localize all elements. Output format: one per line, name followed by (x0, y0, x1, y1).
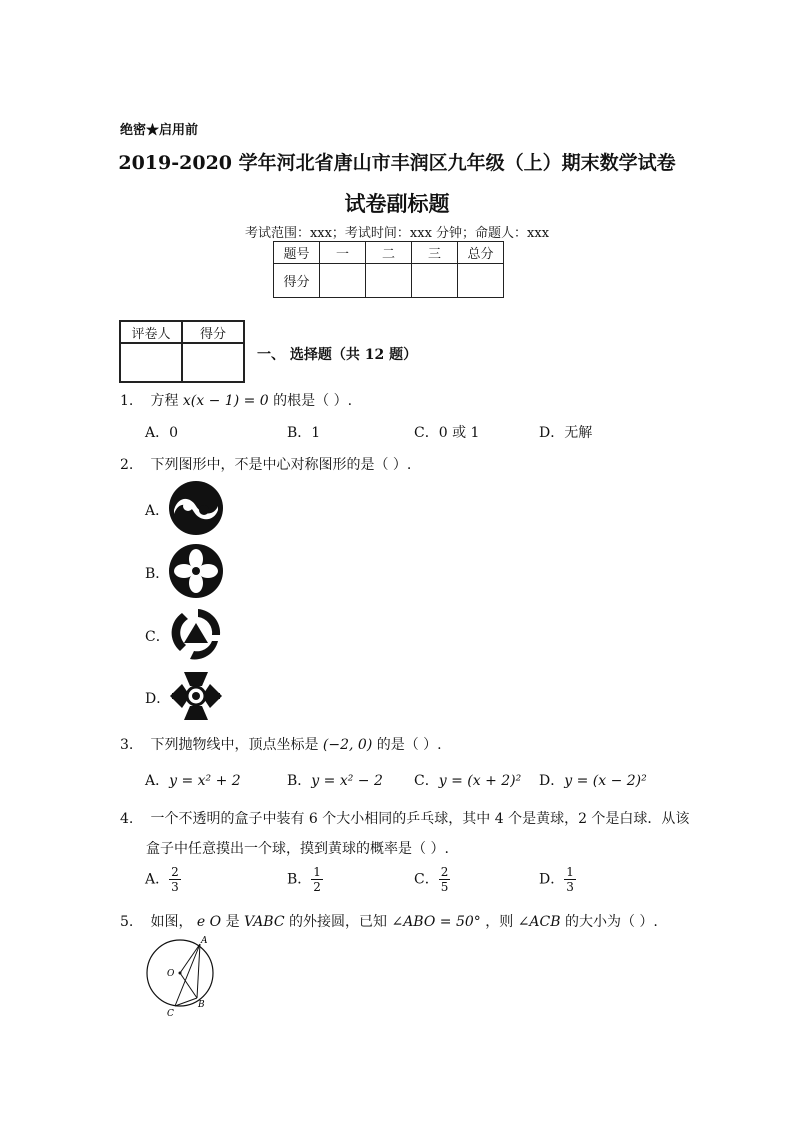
fraction (311, 865, 323, 894)
question-2 (120, 454, 411, 474)
numerator: 2 (171, 865, 179, 879)
section-title: 一、 选择题（共 12 题） (257, 347, 418, 363)
score-cell (412, 264, 458, 298)
formula: y = (x + 2)² (438, 773, 522, 789)
question-text: 下列图形中，不是中心对称图形的是（ ）. (150, 457, 412, 473)
denominator: 3 (171, 880, 179, 894)
question-text: 的是（ ）. (376, 737, 442, 753)
question-text: 方程 (150, 393, 179, 409)
question-text: 下列抛物线中，顶点坐标是 (150, 737, 319, 753)
question-1 (120, 390, 352, 410)
question-4-line2: 盒子中任意摸出一个球，摸到黄球的概率是（ ）. (146, 841, 449, 857)
exam-subtitle: 试卷副标题 (344, 191, 450, 216)
numerator: 1 (313, 865, 321, 879)
option-letter: B． (287, 773, 312, 789)
option-d (539, 770, 647, 790)
circumcircle-figure (140, 932, 220, 1018)
option-a (145, 865, 181, 894)
option-b (287, 865, 323, 894)
question-text: 如图， (150, 914, 193, 930)
formula: y = (x − 2)² (564, 773, 647, 789)
grader-cell (120, 343, 182, 382)
question-number: 5. (120, 914, 134, 930)
four-petal-emblem-icon (168, 543, 224, 599)
question-5 (120, 911, 658, 931)
question-text: 的大小为（ ）. (564, 914, 658, 930)
option-d-letter: D． (145, 691, 171, 707)
denominator: 5 (440, 880, 449, 894)
question-text: 的外接圆，已知 (289, 914, 388, 930)
formula: (−2, 0) (322, 737, 373, 753)
score-row-label: 得分 (274, 264, 320, 298)
score-cell (366, 264, 412, 298)
confidential-label: 绝密★启用前 (120, 123, 199, 138)
score-header-cell: 总分 (458, 242, 504, 264)
option-a: A．0 (145, 425, 179, 441)
question-number: 4. (120, 811, 134, 827)
question-number: 2. (120, 457, 134, 473)
question-number: 3. (120, 737, 134, 753)
option-b: B．1 (287, 425, 321, 441)
point-label-b: B (198, 1000, 205, 1010)
fraction (564, 865, 576, 894)
denominator: 3 (566, 880, 574, 894)
option-letter: A． (145, 871, 170, 888)
formula: ∠ACB (517, 914, 561, 930)
fraction (169, 865, 181, 894)
grader-header-cell: 得分 (182, 321, 244, 343)
score-header-cell: 二 (366, 242, 412, 264)
formula: y = x² − 2 (311, 773, 383, 789)
score-header-cell: 三 (412, 242, 458, 264)
option-b-letter: B． (145, 566, 170, 582)
option-a-letter: A． (145, 503, 170, 519)
formula: VABC (244, 914, 285, 930)
triangle-arc-emblem-icon (168, 605, 224, 661)
ring-cross-emblem-icon (168, 668, 224, 724)
score-cell (320, 264, 366, 298)
point-label-o: O (167, 969, 175, 979)
numerator: 1 (566, 865, 574, 879)
question-3 (120, 734, 442, 754)
denominator: 2 (313, 880, 321, 894)
option-b (287, 770, 383, 790)
option-letter: C． (414, 871, 439, 888)
option-letter: D． (539, 773, 565, 789)
question-number: 1. (120, 393, 134, 409)
question-text: 一个不透明的盒子中装有 6 个大小相同的乒乓球，其中 4 个是黄球，2 个是白球．从该 (150, 811, 690, 827)
formula: ∠ABO = 50° (391, 914, 481, 930)
point-label-c: C (167, 1009, 174, 1018)
score-cell (458, 264, 504, 298)
formula: e O (196, 914, 222, 930)
score-table (273, 241, 504, 298)
option-letter: D． (539, 871, 565, 888)
score-header-cell: 一 (320, 242, 366, 264)
score-header-cell: 题号 (274, 242, 320, 264)
grader-table (119, 320, 245, 383)
option-a (145, 770, 241, 790)
option-letter: A． (145, 773, 170, 789)
question-4 (120, 808, 689, 828)
option-c (414, 770, 521, 790)
option-c (414, 865, 450, 894)
option-letter: C． (414, 773, 439, 789)
grader-header-cell: 评卷人 (120, 321, 182, 343)
fraction (439, 865, 451, 894)
yin-yang-emblem-icon (168, 480, 224, 536)
grader-cell (182, 343, 244, 382)
question-text: ，则 (485, 914, 514, 930)
formula: y = x² + 2 (169, 773, 241, 789)
formula: x(x − 1) = 0 (182, 393, 269, 409)
exam-title: 2019-2020 学年河北省唐山市丰润区九年级（上）期末数学试卷 (118, 152, 676, 174)
numerator: 2 (440, 865, 449, 879)
option-c: C．0 或 1 (414, 425, 480, 441)
option-d: D．无解 (539, 425, 593, 441)
option-c-letter: C． (145, 629, 170, 645)
option-letter: B． (287, 871, 312, 888)
exam-info: 考试范围：xxx；考试时间：xxx 分钟；命题人：xxx (244, 226, 550, 241)
question-text: 的根是（ ）. (273, 393, 353, 409)
option-d (539, 865, 576, 894)
question-text: 是 (225, 914, 240, 930)
point-label-a: A (201, 936, 208, 946)
